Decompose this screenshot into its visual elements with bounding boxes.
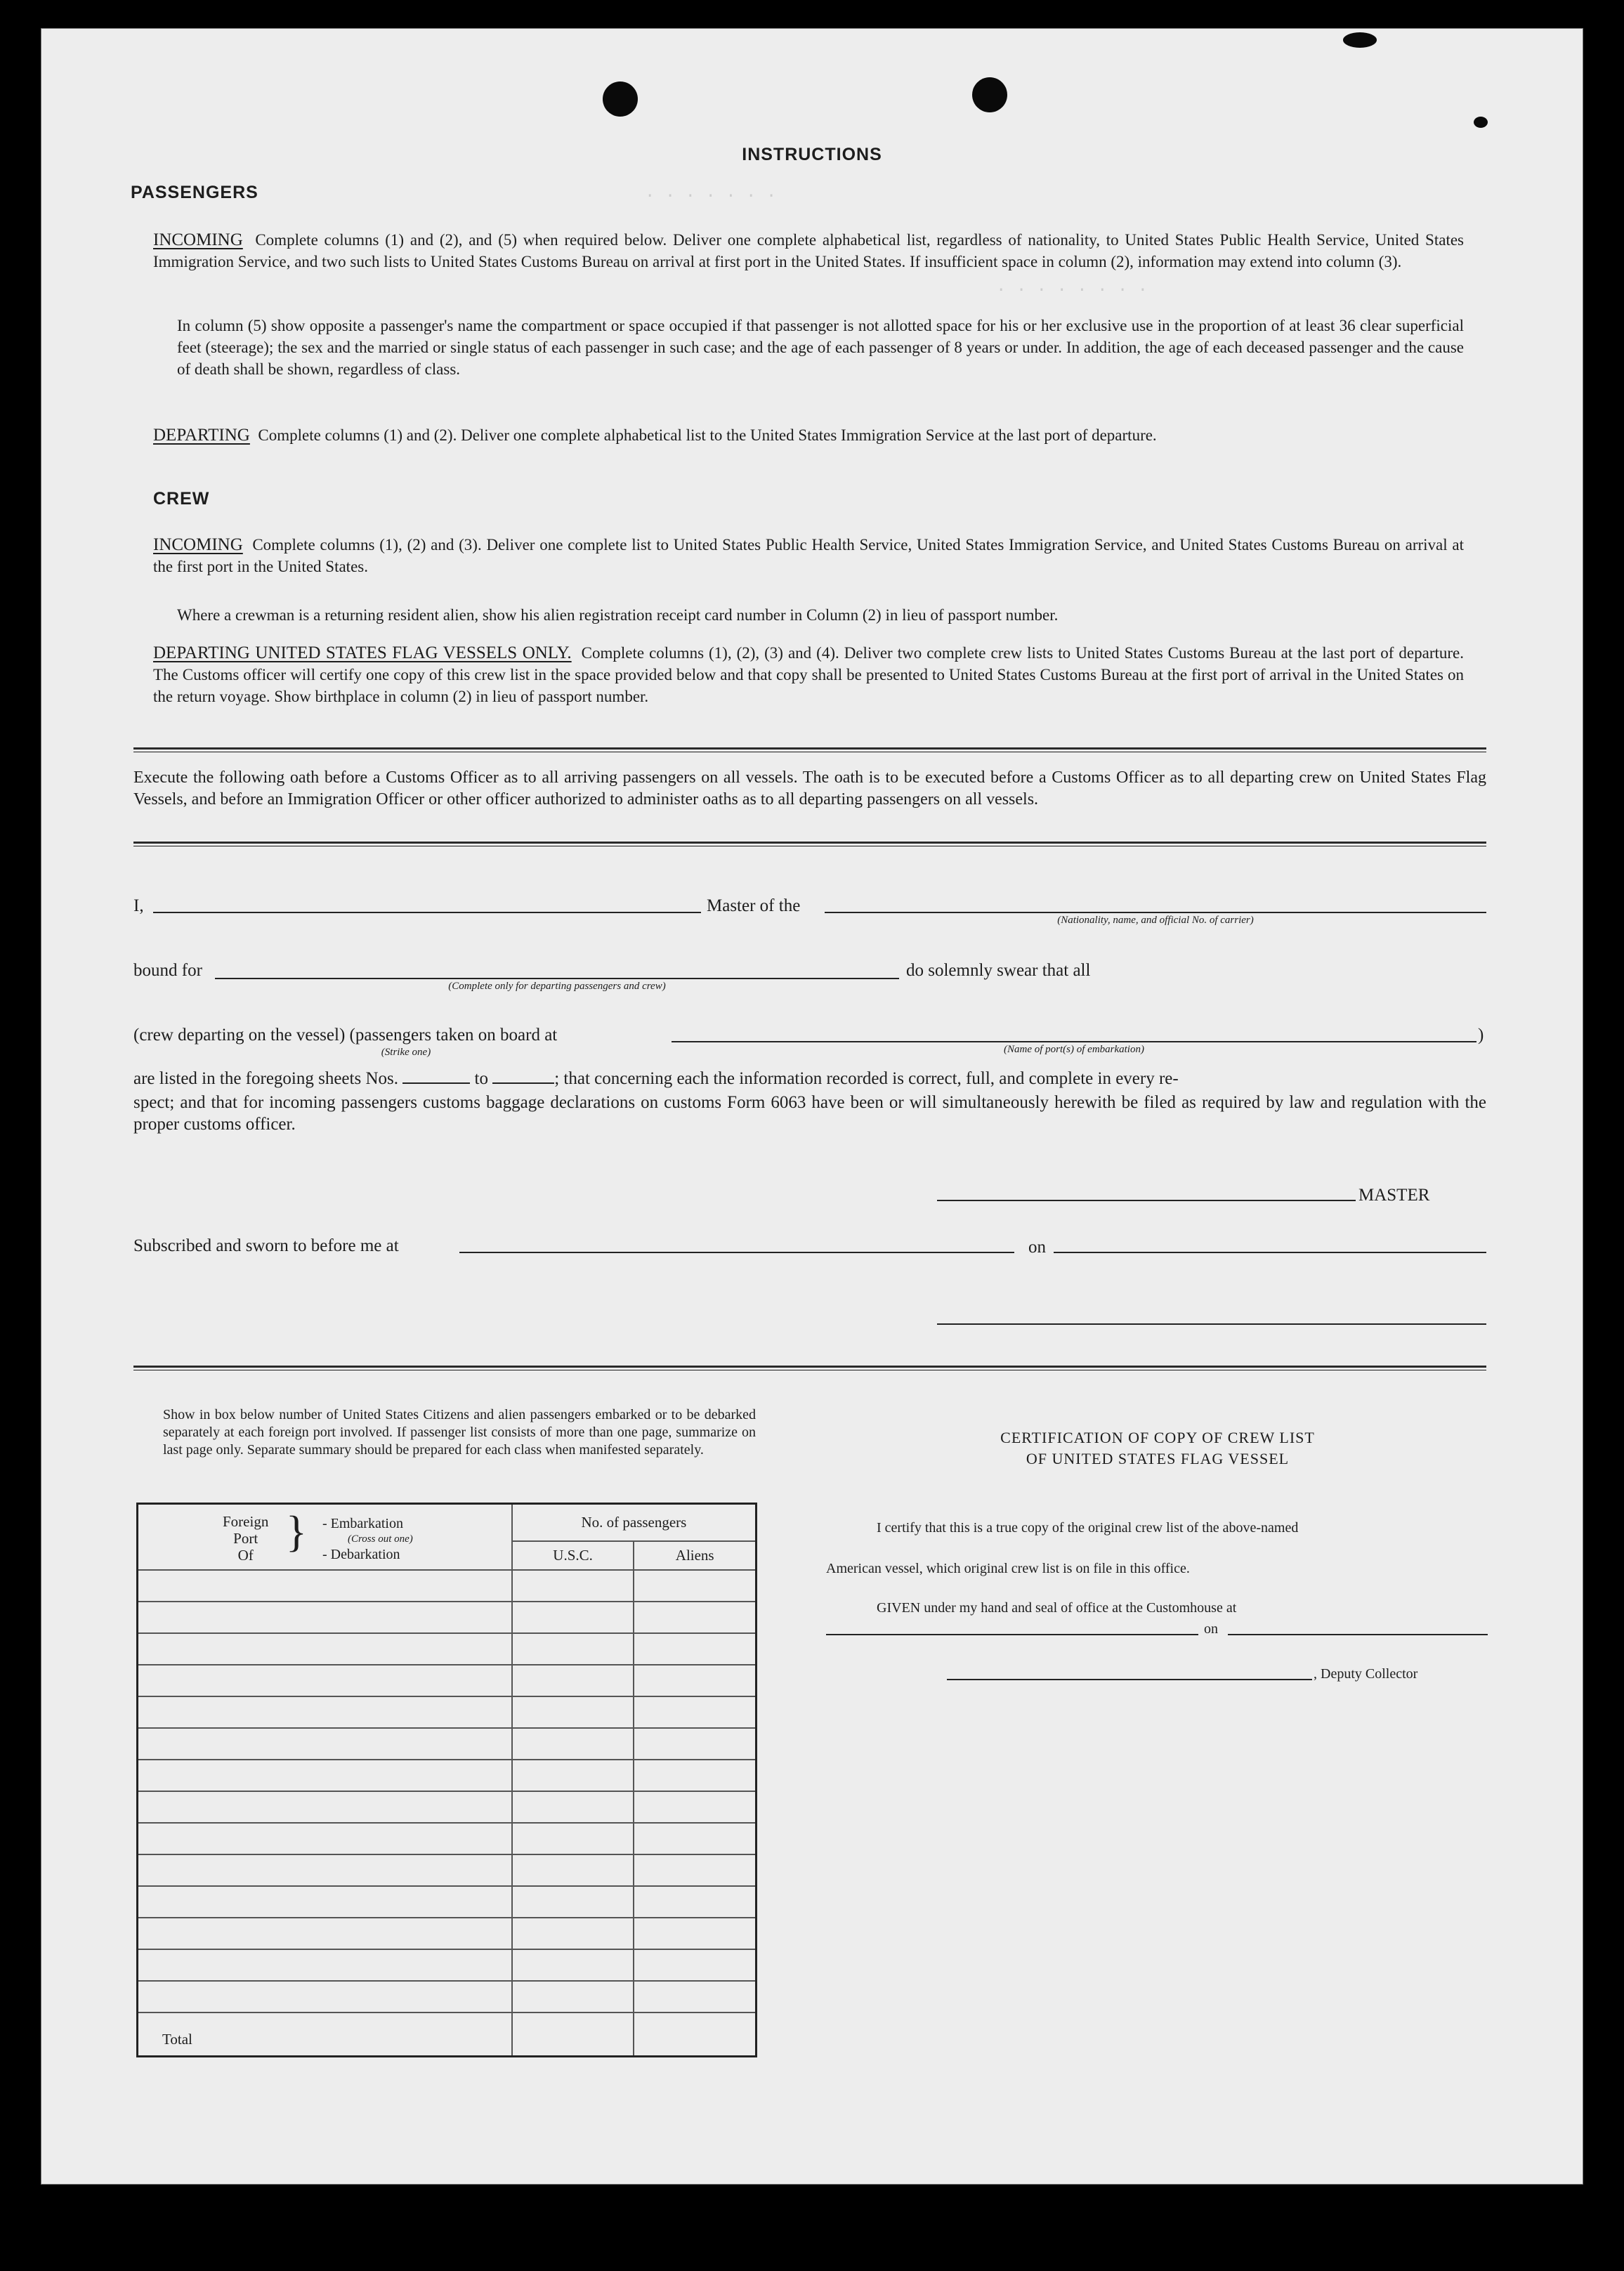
divider-double xyxy=(133,842,1486,844)
table-row xyxy=(138,1665,757,1696)
total-row xyxy=(138,2013,757,2056)
aliens-cell[interactable] xyxy=(634,1696,756,1728)
usc-cell[interactable] xyxy=(512,1728,634,1760)
table-row xyxy=(138,1918,757,1949)
port-cell[interactable] xyxy=(138,1918,512,1949)
sheet-from-field[interactable] xyxy=(402,1082,470,1084)
bleed-through-mark: · · · · · · · xyxy=(645,187,777,206)
port-cell[interactable] xyxy=(138,1665,512,1696)
listed-text-2: ; that concerning each the information recorded is correct, full, and complete in every re- xyxy=(554,1069,1179,1088)
debarkation-label[interactable]: - Debarkation xyxy=(322,1547,400,1562)
aliens-header: Aliens xyxy=(634,1541,756,1570)
punch-hole-right xyxy=(972,77,1007,112)
incoming-label: INCOMING xyxy=(153,230,243,249)
usc-cell[interactable] xyxy=(512,1696,634,1728)
sworn-on-field[interactable] xyxy=(1054,1252,1486,1253)
passengers-heading: PASSENGERS xyxy=(131,183,258,202)
crew-incoming-paragraph xyxy=(153,534,1464,577)
listed-to: to xyxy=(474,1069,488,1088)
form-page xyxy=(41,28,1583,2185)
certification-title xyxy=(856,1427,1460,1470)
aliens-cell[interactable] xyxy=(634,1570,756,1602)
column5-paragraph: In column (5) show opposite a passenger's name the compartment or space occupied if that passenger is not allotted space for his or her exclusive use in the proportion of at least 36 clear superficial feet (steerage); the sex and the married or single status of each passenger in such case; and the age of each passenger of 8 years or under. In addition, the age of each deceased passenger and the cause of death shall be shown, regardless of class. xyxy=(177,317,1464,378)
bound-for-field[interactable] xyxy=(215,978,899,979)
table-row xyxy=(138,1981,757,2013)
port-cell[interactable] xyxy=(138,1728,512,1760)
punch-hole-left xyxy=(603,81,638,117)
port-field[interactable] xyxy=(672,1041,1476,1042)
aliens-cell[interactable] xyxy=(634,1602,756,1633)
crew-departing-label: (crew departing on the vessel) (passengers taken on board at xyxy=(133,1026,558,1045)
close-paren: ) xyxy=(1478,1026,1484,1045)
crew-heading: CREW xyxy=(153,489,210,509)
crew-incoming-text: Complete columns (1), (2) and (3). Deliver one complete list to United States Public Health Service, United States Immigration Service, and United States Customs Bureau on arrival at the first port in the United States. xyxy=(153,536,1465,575)
port-cell[interactable] xyxy=(138,1949,512,1981)
port-cell[interactable] xyxy=(138,1633,512,1665)
aliens-cell[interactable] xyxy=(634,1949,756,1981)
table-row xyxy=(138,1633,757,1665)
table-row xyxy=(138,1728,757,1760)
departing-us-flag-paragraph xyxy=(153,642,1464,707)
aliens-cell[interactable] xyxy=(634,1981,756,2013)
certify-line-2: American vessel, which original crew list is on file in this office. xyxy=(826,1561,1190,1576)
strike-one-hint: (Strike one) xyxy=(381,1047,431,1058)
usc-cell[interactable] xyxy=(512,1760,634,1791)
aliens-cell[interactable] xyxy=(634,1886,756,1918)
incoming-text: Complete columns (1) and (2), and (5) when required below. Deliver one complete alphabetical list, regardless of nationality, to United States Public Health Service, United States Immigration Service, and two such lists to United States Customs Bureau on arrival at first port in the United States. If insufficient space in column (2), information may extend into column (3). xyxy=(153,231,1464,270)
table-row xyxy=(138,1602,757,1633)
port-label: Port xyxy=(233,1530,258,1547)
master-label: MASTER xyxy=(1358,1186,1430,1205)
usc-cell[interactable] xyxy=(512,1570,634,1602)
divider-double xyxy=(133,1366,1486,1368)
bound-for-label: bound for xyxy=(133,961,202,980)
carrier-hint: (Nationality, name, and official No. of carrier) xyxy=(1057,915,1254,926)
usc-cell[interactable] xyxy=(512,1918,634,1949)
departing-us-flag-label: DEPARTING UNITED STATES FLAG VESSELS ONLY. xyxy=(153,643,572,662)
foreign-label: Foreign xyxy=(223,1513,269,1530)
table-row xyxy=(138,1854,757,1886)
usc-cell[interactable] xyxy=(512,1886,634,1918)
passengers-incoming-paragraph xyxy=(153,229,1464,273)
departing-us-flag-text: Complete columns (1), (2), (3) and (4). Deliver two complete crew lists to United States Customs Bureau at the last port of departure. The Customs officer will certify one copy of this crew list in the space provided below and that copy shall be presented to United States Customs Bureau at the first port of arrival in the United States on the return voyage. Show birthplace in column (2) in lieu of passport number. xyxy=(153,644,1465,705)
sworn-on-label: on xyxy=(1028,1238,1046,1257)
port-hint: (Name of port(s) of embarkation) xyxy=(1004,1044,1144,1055)
aliens-cell[interactable] xyxy=(634,1854,756,1886)
given-line: GIVEN under my hand and seal of office at the Customhouse at xyxy=(877,1600,1237,1616)
sworn-at-field[interactable] xyxy=(459,1252,1014,1253)
usc-cell[interactable] xyxy=(512,1791,634,1823)
listed-line-2: spect; and that for incoming passengers customs baggage declarations on customs Form 6063 have been or will simultaneously herewith be filed as required by law and regulation with the proper customs officer. xyxy=(133,1093,1486,1134)
aliens-cell[interactable] xyxy=(634,1760,756,1791)
cross-out-hint: (Cross out one) xyxy=(348,1533,413,1545)
table-row xyxy=(138,1886,757,1918)
oath-i-label: I, xyxy=(133,896,144,915)
port-cell[interactable] xyxy=(138,1791,512,1823)
port-cell[interactable] xyxy=(138,1823,512,1854)
usc-cell[interactable] xyxy=(512,1665,634,1696)
customhouse-field[interactable] xyxy=(826,1634,1198,1635)
usc-cell[interactable] xyxy=(512,1981,634,2013)
summary-instructions: Show in box below number of United States Citizens and alien passengers embarked or to be debarked separately at each foreign port involved. If passenger list consists of more than one page, summarize on last page only. Separate summary should be prepared for each class when manifested separately. xyxy=(163,1407,756,1458)
ink-blot xyxy=(1474,117,1488,128)
certification-date-field[interactable] xyxy=(1228,1634,1488,1635)
carrier-field[interactable] xyxy=(825,912,1486,913)
ink-blot xyxy=(1343,32,1377,48)
table-row xyxy=(138,1570,757,1602)
deputy-signature-field[interactable] xyxy=(947,1679,1312,1680)
master-signature-field[interactable] xyxy=(937,1200,1356,1201)
table-row xyxy=(138,1823,757,1854)
swear-label: do solemnly swear that all xyxy=(906,961,1091,980)
departing-label: DEPARTING xyxy=(153,426,250,445)
table-row xyxy=(138,1696,757,1728)
certify-line-1: I certify that this is a true copy of the original crew list of the above-named xyxy=(877,1520,1299,1536)
aliens-cell[interactable] xyxy=(634,1665,756,1696)
port-cell[interactable] xyxy=(138,1981,512,2013)
brace-icon: } xyxy=(286,1508,307,1556)
bound-for-hint: (Complete only for departing passengers and crew) xyxy=(448,981,666,992)
crew-incoming-label: INCOMING xyxy=(153,535,243,554)
master-name-field[interactable] xyxy=(153,912,701,913)
no-of-passengers-header: No. of passengers xyxy=(512,1504,757,1541)
listed-line-1 xyxy=(133,1069,1486,1089)
certification-on-label: on xyxy=(1204,1621,1218,1637)
deputy-collector-label: , Deputy Collector xyxy=(1314,1666,1418,1682)
divider-double xyxy=(133,747,1486,750)
passengers-departing-paragraph xyxy=(153,424,1464,446)
listed-text-1: are listed in the foregoing sheets Nos. xyxy=(133,1069,398,1088)
passenger-summary-table xyxy=(136,1503,757,2057)
table-row xyxy=(138,1949,757,1981)
aliens-cell[interactable] xyxy=(634,1633,756,1665)
aliens-cell[interactable] xyxy=(634,1728,756,1760)
aliens-cell[interactable] xyxy=(634,1823,756,1854)
subscribed-label: Subscribed and sworn to before me at xyxy=(133,1236,399,1255)
of-label: Of xyxy=(237,1547,254,1564)
certification-title-line-1: CERTIFICATION OF COPY OF CREW LIST xyxy=(1000,1429,1315,1446)
port-cell[interactable] xyxy=(138,1602,512,1633)
usc-cell[interactable] xyxy=(512,1823,634,1854)
port-cell[interactable] xyxy=(138,1886,512,1918)
departing-text: Complete columns (1) and (2). Deliver one complete alphabetical list to the United States Immigration Service at the last port of departure. xyxy=(258,426,1157,444)
total-label: Total xyxy=(138,2013,512,2056)
usc-total-cell[interactable] xyxy=(512,2013,634,2056)
certification-title-line-2: OF UNITED STATES FLAG VESSEL xyxy=(1026,1450,1290,1467)
port-cell[interactable] xyxy=(138,1760,512,1791)
officer-signature-field[interactable] xyxy=(937,1323,1486,1325)
table-row xyxy=(138,1791,757,1823)
master-of-the-label: Master of the xyxy=(707,896,801,915)
instructions-title: INSTRUCTIONS xyxy=(742,145,882,164)
embarkation-label[interactable]: - Embarkation xyxy=(322,1516,403,1531)
port-cell[interactable] xyxy=(138,1570,512,1602)
usc-header: U.S.C. xyxy=(512,1541,634,1570)
usc-cell[interactable] xyxy=(512,1949,634,1981)
sheet-to-field[interactable] xyxy=(492,1082,554,1084)
aliens-cell[interactable] xyxy=(634,1918,756,1949)
resident-alien-paragraph: Where a crewman is a returning resident alien, show his alien registration receipt card number in Column (2) in lieu of passport number. xyxy=(177,606,1059,624)
port-cell[interactable] xyxy=(138,1854,512,1886)
oath-intro-paragraph: Execute the following oath before a Customs Officer as to all arriving passengers on all vessels. The oath is to be executed before a Customs Officer as to all departing crew on United States Flag Vessels, and before an Immigration Officer or other officer authorized to administer oaths as to all departing passengers on all vessels. xyxy=(133,768,1486,809)
table-row xyxy=(138,1760,757,1791)
aliens-cell[interactable] xyxy=(634,1791,756,1823)
usc-cell[interactable] xyxy=(512,1854,634,1886)
bleed-through-mark: · · · · · · · · xyxy=(996,281,1148,300)
usc-cell[interactable] xyxy=(512,1633,634,1665)
port-cell[interactable] xyxy=(138,1696,512,1728)
port-header-cell xyxy=(138,1504,512,1571)
aliens-total-cell[interactable] xyxy=(634,2013,756,2056)
usc-cell[interactable] xyxy=(512,1602,634,1633)
